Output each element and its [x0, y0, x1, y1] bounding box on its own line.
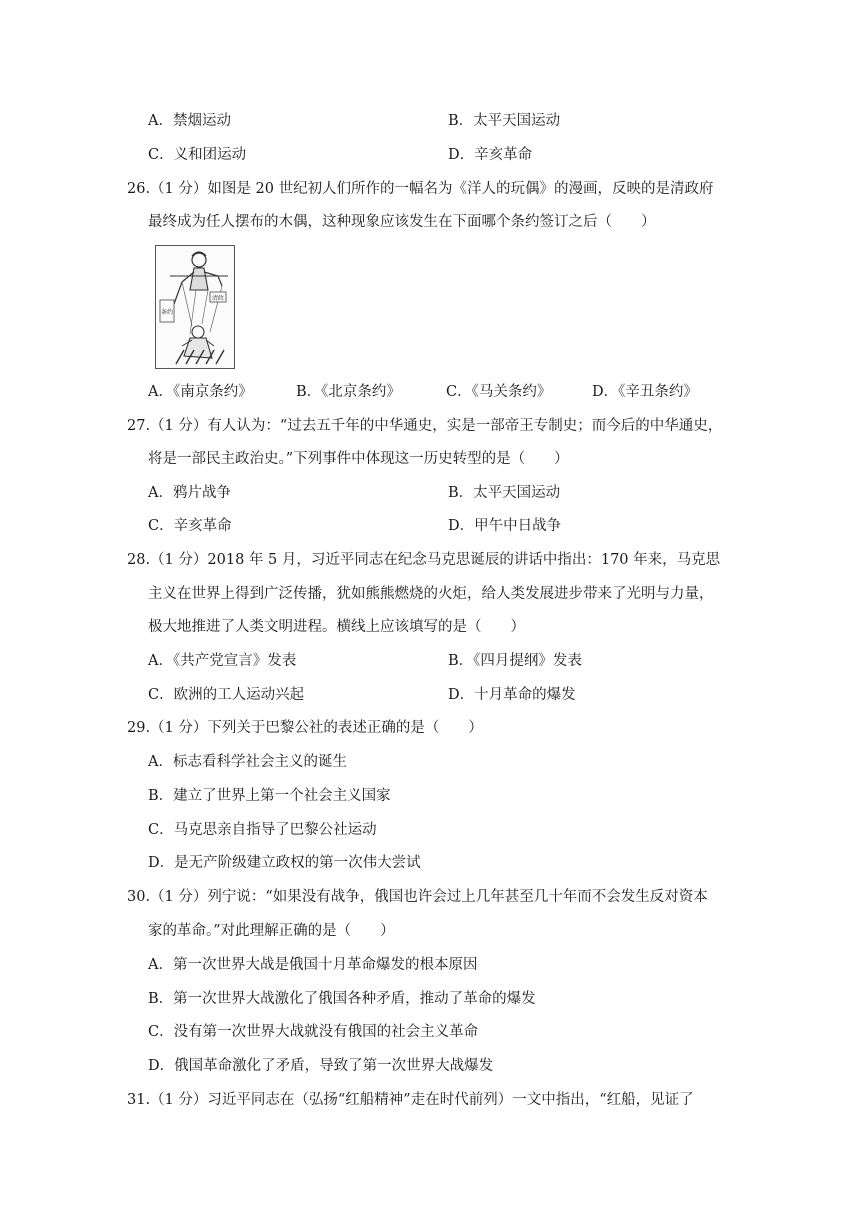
q27-options-row-1: [148, 483, 788, 503]
q30-stem-line-2: 家的革命。”对此理解正确的是（ ）: [148, 923, 395, 939]
q25-options-row-2: [148, 145, 788, 165]
q25-option-c[interactable]: C．义和团运动: [148, 147, 247, 163]
q27-option-d[interactable]: D．甲午中日战争: [448, 518, 562, 534]
figure-label-qing: 清政: [211, 295, 225, 302]
q30-stem-line-1: 30.（1 分）列宁说：“如果没有战争，俄国也许会过上几年甚至几十年而不会发生反对资本: [127, 889, 708, 905]
q25-option-d[interactable]: D．辛亥革命: [448, 147, 533, 163]
cartoon-puppet-illustration: [156, 246, 234, 368]
q28-options-row-1: [148, 651, 788, 671]
q29-stem-line-1: 29.（1 分）下列关于巴黎公社的表述正确的是（ ）: [127, 720, 483, 736]
q27-stem-line-2: 将是一部民主政治史。”下列事件中体现这一历史转型的是（ ）: [148, 451, 569, 467]
q26-option-d[interactable]: D．《辛丑条约》: [592, 384, 698, 400]
q28-option-a[interactable]: A．《共产党宣言》发表: [148, 653, 297, 669]
q30-option-b[interactable]: B．第一次世界大战激化了俄国各种矛盾，推动了革命的爆发: [148, 991, 536, 1007]
q28-option-c[interactable]: C．欧洲的工人运动兴起: [148, 687, 305, 703]
cartoon-puppet-figure: [155, 245, 235, 369]
q27-option-b[interactable]: B．太平天国运动: [448, 485, 561, 501]
q28-stem-line-2: 主义在世界上得到广泛传播，犹如熊熊燃烧的火炬，给人类发展进步带来了光明与力量，: [148, 586, 714, 602]
q28-option-d[interactable]: D．十月革命的爆发: [448, 687, 576, 703]
q26-stem-line-1: 26.（1 分）如图是 20 世纪初人们所作的一幅名为《洋人的玩偶》的漫画，反映的是清政府: [127, 181, 714, 197]
q27-options-row-2: [148, 516, 788, 536]
q29-option-c[interactable]: C．马克思亲自指导了巴黎公社运动: [148, 822, 377, 838]
q26-option-b[interactable]: B．《北京条约》: [296, 384, 401, 400]
q28-stem-line-3: 极大地推进了人类文明进程。横线上应该填写的是（ ）: [148, 619, 525, 635]
q29-option-d[interactable]: D．是无产阶级建立政权的第一次伟大尝试: [148, 855, 421, 871]
q27-option-a[interactable]: A．鸦片战争: [148, 485, 231, 501]
q30-option-a[interactable]: A．第一次世界大战是俄国十月革命爆发的根本原因: [148, 957, 478, 973]
q26-option-a[interactable]: A．《南京条约》: [148, 384, 253, 400]
q26-option-c[interactable]: C．《马关条约》: [446, 384, 552, 400]
q28-stem-line-1: 28.（1 分）2018 年 5 月，习近平同志在纪念马克思诞辰的讲话中指出：170 年来，马克思: [127, 552, 721, 568]
q29-option-b[interactable]: B．建立了世界上第一个社会主义国家: [148, 788, 391, 804]
q26-stem-line-2: 最终成为任人摆布的木偶，这种现象应该发生在下面哪个条约签订之后（ ）: [148, 214, 656, 230]
figure-label-treaty: 条约: [160, 309, 174, 316]
q25-option-b[interactable]: B．太平天国运动: [448, 113, 561, 129]
q25-options-row-1: [148, 111, 788, 131]
q31-stem-line-1: 31.（1 分）习近平同志在（弘扬“红船精神”走在时代前列）一文中指出，“红船，见证了: [127, 1092, 694, 1108]
q30-option-d[interactable]: D．俄国革命激化了矛盾，导致了第一次世界大战爆发: [148, 1058, 494, 1074]
q28-option-b[interactable]: B．《四月提纲》发表: [448, 653, 582, 669]
q27-stem-line-1: 27.（1 分）有人认为：“过去五千年的中华通史，实是一部帝王专制史；而今后的中华通史，: [127, 418, 723, 434]
q30-option-c[interactable]: C．没有第一次世界大战就没有俄国的社会主义革命: [148, 1024, 479, 1040]
q28-options-row-2: [148, 685, 788, 705]
q25-option-a[interactable]: A．禁烟运动: [148, 113, 231, 129]
q29-option-a[interactable]: A．标志看科学社会主义的诞生: [148, 754, 347, 770]
q27-option-c[interactable]: C．辛亥革命: [148, 518, 232, 534]
q26-options-row: [148, 382, 788, 402]
